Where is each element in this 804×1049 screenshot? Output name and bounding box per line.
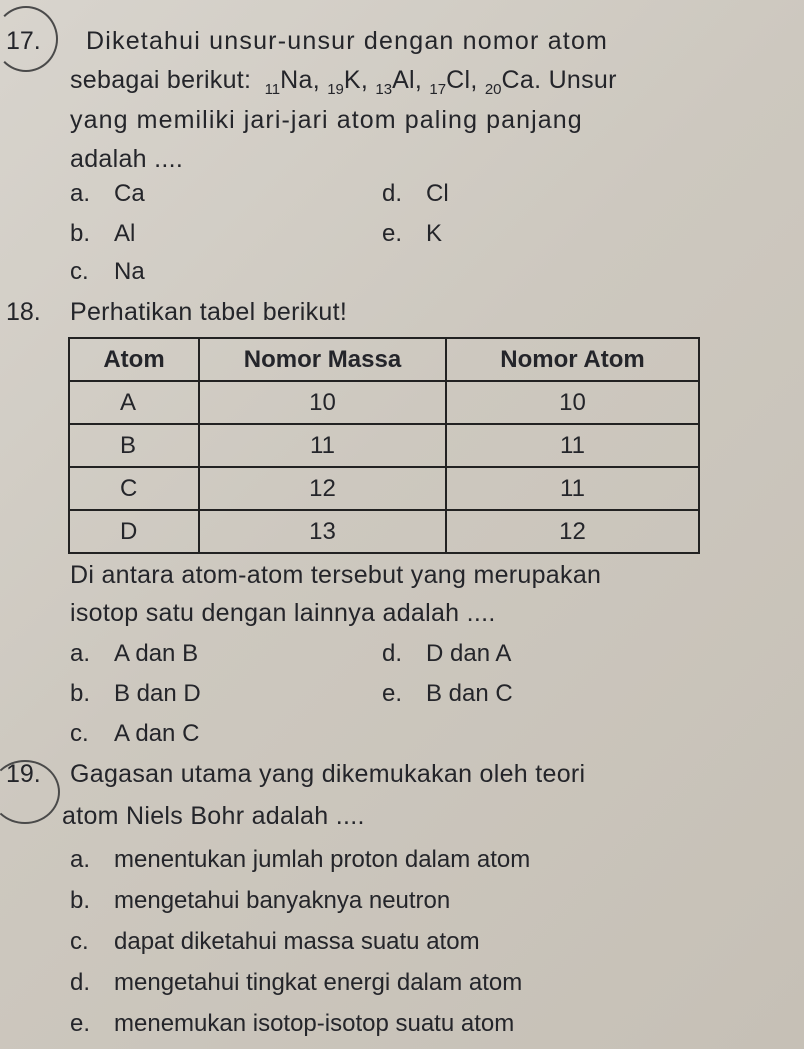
question-text-suffix: Unsur [548,66,617,94]
question-text: Perhatikan tabel berikut! [70,298,348,326]
table-cell: 12 [199,467,446,510]
atomic-number: 13 [375,81,393,98]
table-cell: 11 [199,424,446,467]
table-cell: 11 [446,467,699,510]
option-text: B dan C [426,680,513,707]
question-text: Di antara atom-atom tersebut yang merupakan [70,561,602,589]
atomic-number: 20 [484,81,502,98]
option-letter: e. [382,680,403,707]
table-row [69,381,699,424]
option-letter: d. [382,640,403,667]
option-letter: e. [382,220,403,247]
table-header-row [69,338,699,381]
answer-option-d[interactable] [382,640,511,668]
option-text: mengetahui tingkat energi dalam atom [114,969,523,996]
column-header: Nomor Massa [199,338,446,381]
option-letter: e. [70,1010,91,1037]
question-text [70,66,617,98]
option-letter: d. [382,180,403,207]
answer-option-b[interactable] [70,887,450,915]
table-row [69,424,699,467]
answer-option-c[interactable] [70,928,480,956]
question-text: isotop satu dengan lainnya adalah .... [70,599,496,627]
table-cell: C [69,467,199,510]
option-letter: a. [70,640,91,667]
element-symbol: Cl [446,66,471,94]
answer-option-d[interactable] [382,180,449,208]
column-header: Nomor Atom [446,338,699,381]
separator: , [414,66,423,94]
option-text: A dan B [114,640,199,667]
element-list [264,66,549,98]
answer-option-b[interactable] [70,220,135,248]
option-text: Na [114,258,145,285]
option-letter: c. [70,720,89,747]
option-text: mengetahui banyaknya neutron [114,887,451,914]
question-text: adalah .... [70,145,184,173]
option-text: Cl [426,180,449,207]
question-number: 17. [6,27,41,55]
table-cell: 13 [199,510,446,553]
table-row [69,467,699,510]
table-row [69,510,699,553]
option-letter: c. [70,258,89,285]
separator: , [470,66,478,94]
option-letter: b. [70,680,91,707]
element-symbol: Na [280,66,313,94]
separator: , [360,66,369,94]
option-text: Ca [114,180,145,207]
question-text: Gagasan utama yang dikemukakan oleh teori [70,760,586,788]
option-letter: a. [70,846,91,873]
option-letter: b. [70,220,91,247]
isotope-table [68,337,700,554]
table-cell: B [69,424,199,467]
option-text: menentukan jumlah proton dalam atom [114,846,531,873]
element-symbol: Ca [501,66,535,94]
option-text: Al [114,220,136,247]
question-text: atom Niels Bohr adalah .... [62,802,365,830]
answer-option-a[interactable] [70,180,145,208]
answer-option-c[interactable] [70,720,199,748]
separator: . [534,66,542,94]
option-text: dapat diketahui massa suatu atom [114,928,480,955]
option-text: D dan A [426,640,512,667]
question-text: yang memiliki jari-jari atom paling panjang [70,106,583,134]
table-cell: A [69,381,199,424]
answer-option-e[interactable] [382,220,442,248]
option-letter: b. [70,887,91,914]
atomic-number: 11 [264,81,281,98]
element-symbol: K [343,66,361,94]
element-symbol: Al [392,66,415,94]
question-number: 18. [6,298,41,326]
option-letter: c. [70,928,89,955]
answer-option-c[interactable] [70,258,145,286]
atomic-number: 17 [429,81,447,98]
answer-option-d[interactable] [70,969,522,997]
question-text-prefix: sebagai berikut: [70,66,252,94]
column-header: Atom [69,338,199,381]
atomic-number: 19 [327,81,344,98]
question-text: Diketahui unsur-unsur dengan nomor atom [86,27,609,55]
table-cell: 11 [446,424,699,467]
option-text: menemukan isotop-isotop suatu atom [114,1010,515,1037]
table-cell: D [69,510,199,553]
table-cell: 10 [446,381,699,424]
option-letter: a. [70,180,91,207]
option-text: K [426,220,443,247]
option-text: B dan D [114,680,201,707]
answer-option-a[interactable] [70,640,198,668]
table-cell: 12 [446,510,699,553]
answer-option-a[interactable] [70,846,530,874]
option-letter: d. [70,969,91,996]
option-text: A dan C [114,720,200,747]
answer-option-e[interactable] [70,1010,514,1038]
table-cell: 10 [199,381,446,424]
separator: , [312,66,320,94]
answer-option-b[interactable] [70,680,201,708]
answer-option-e[interactable] [382,680,513,708]
question-number: 19. [6,760,41,788]
